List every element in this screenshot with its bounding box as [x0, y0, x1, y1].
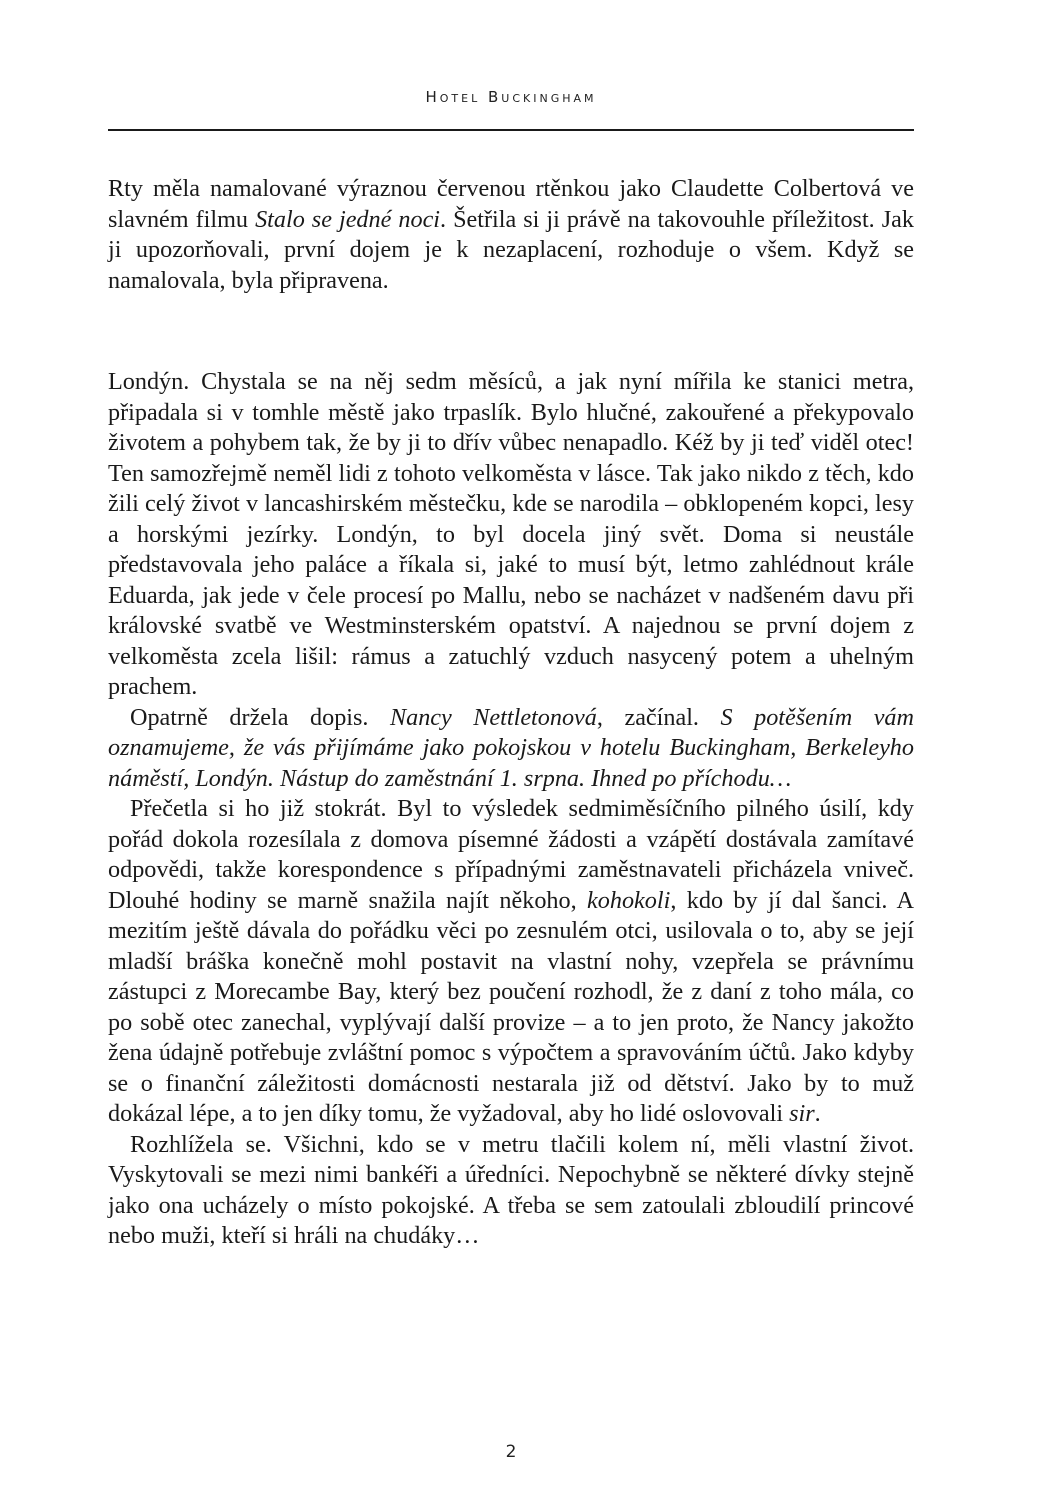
running-head: Hotel Buckingham [425, 88, 597, 106]
text-block-opening [108, 174, 914, 296]
emphasis: kohokoli [587, 886, 671, 914]
text-block-main [108, 367, 914, 1252]
header-rule [108, 129, 914, 131]
paragraph: Rty měla namalované výraznou červenou rtěnkou jako Claudette Colbertová ve slavném filmu Stalo se jedné noci. Šetřila si ji právě na takovouhle příležitost. Jak ji upozorňovali, první dojem je k nezaplacení, rozhoduje o všem. Když se namalovala, byla připravena. [108, 175, 914, 294]
paragraph: Rozhlížela se. Všichni, kdo se v metru tlačili kolem ní, měli vlastní život. Vyskytovali se mezi nimi bankéři a úředníci. Nepochybně se některé dívky stejně jako ona ucházely o místo pokojské. A třeba se sem zatoulali zbloudilí princové nebo muži, kteří si hráli na chudáky… [108, 1130, 914, 1249]
page-number: 2 [505, 1442, 517, 1462]
emphasis: sir [789, 1100, 815, 1127]
paragraph: Opatrně držela dopis. Nancy Nettletonová, začínal. S potěšením vám oznamujeme, že vás přijímáme jako pokojskou v hotelu Buckingham, Berkeleyho náměstí, Londýn. Nástup do zaměstnání 1. srpna. Ihned po příchodu… [108, 703, 914, 792]
letter-text: S potěšením vám oznamujeme, že vás přijímáme jako pokojskou v hotelu Buckingham, Berkeleyho náměstí, Londýn. Nástup do zaměstnání 1. srpna. Ihned po příchodu… [108, 703, 914, 792]
paragraph: Přečetla si ho již stokrát. Byl to výsledek sedmiměsíčního pilného úsilí, kdy pořád dokola rozesílala z domova písemné žádosti a vzápětí dostávala zamítavé odpovědi, takže korespondence s případnými zaměstnavateli přicházela vniveč. Dlouhé hodiny se marně snažila najít někoho, kohokoli, kdo by jí dal šanci. A mezitím ještě dávala do pořádku věci po zesnulém otci, usilovala o to, aby se její mladší bráška konečně mohl postavit na vlastní nohy, vzepřela se právnímu zástupci z Morecambe Bay, který bez poučení rozhodl, že z daní z toho mála, co po sobě otec zanechal, vyplývají další provize – a to jen proto, že Nancy jakožto žena údajně potřebuje zvláštní pomoc s výpočtem a spravováním účtů. Jako kdyby se o finanční záležitosti domácnosti nestarala již od dětství. Jako by to muž dokázal lépe, a to jen díky tomu, že vyžadoval, aby ho lidé oslovovali sir. [108, 795, 914, 1127]
paragraph: Londýn. Chystala se na něj sedm měsíců, a jak nyní mířila ke stanici metra, připadala si v tomhle městě jako trpaslík. Bylo hlučné, zakouřené a překypovalo životem a pohybem tak, že by ji to dřív vůbec nenapadlo. Kéž by ji teď viděl otec! Ten samozřejmě neměl lidi z tohoto velkoměsta v lásce. Tak jako nikdo z těch, kdo žili celý život v lancashirském městečku, kde se narodila – obklopeném kopci, lesy a horskými jezírky. Londýn, to byl docela jiný svět. Doma si neustále představovala jeho paláce a říkala si, jaké to musí být, letmo zahlédnout krále Eduarda, jak jede v čele procesí po Mallu, nebo se nacházet v nadšeném davu při královské svatbě ve Westminsterském opatství. A najednou se první dojem z velkoměsta zcela lišil: rámus a zatuchlý vzduch nasycený potem a uhelným prachem. [108, 368, 914, 700]
letter-addressee: Nancy Nettletonová [389, 703, 597, 731]
film-title: Stalo se jedné noci [255, 205, 441, 233]
